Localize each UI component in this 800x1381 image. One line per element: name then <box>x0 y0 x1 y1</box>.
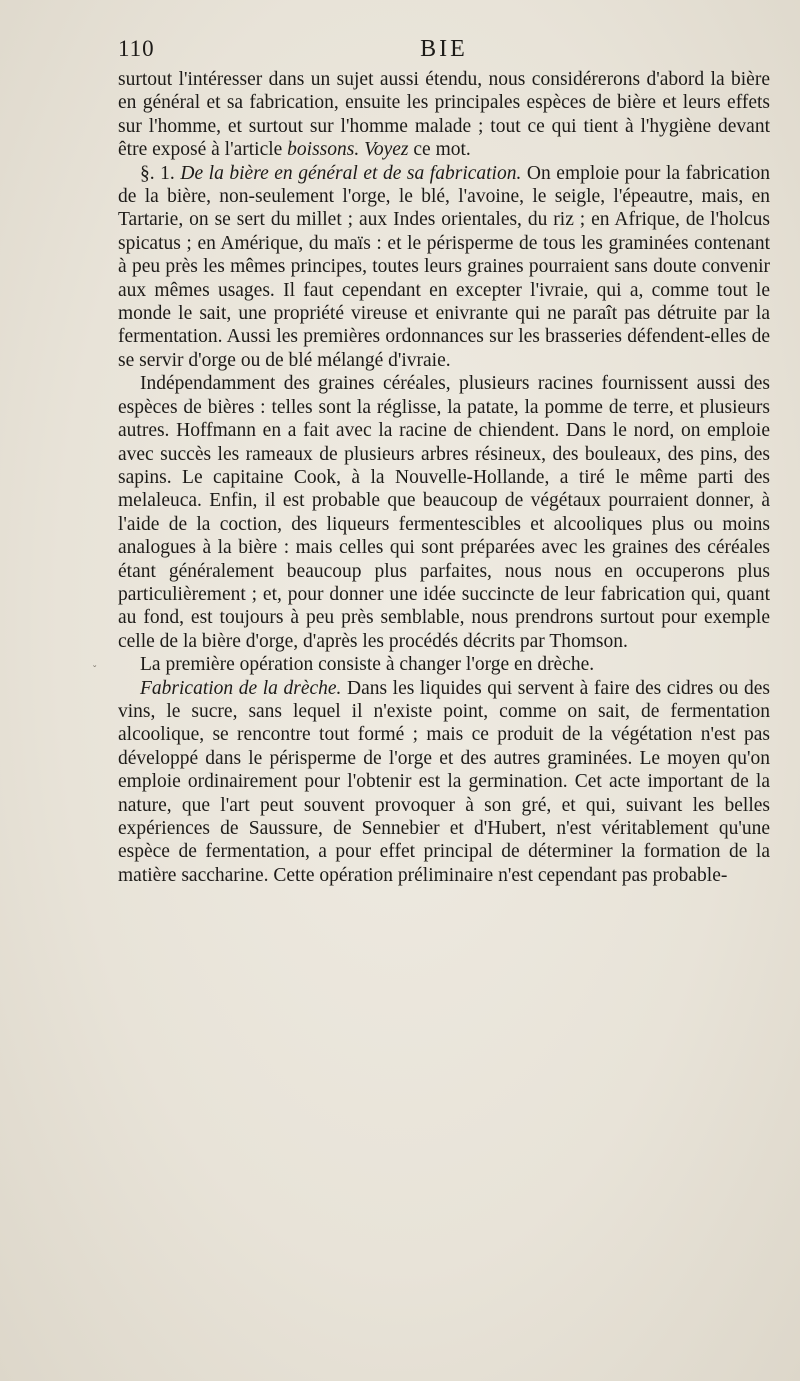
page-number: 110 <box>118 36 155 61</box>
body-text <box>118 68 770 887</box>
paragraph-2 <box>118 162 770 373</box>
section-number: §. 1. <box>140 162 175 184</box>
paragraph-1-end: ce mot. <box>413 139 471 161</box>
paragraph-1-text: surtout l'intéresser dans un sujet aussi étendu, nous considérerons d'abord la bière en général et sa fabrication, ensuite les principales espèces de bière et leurs effets sur l'homme, et surtout sur l'homme malade ; tout ce qui tient à l'hygiène devant être exposé à l'article <box>118 69 770 161</box>
paragraph-2-text: On emploie pour la fabrication de la bière, non-seulement l'orge, le blé, l'avoine, le seigle, l'épeautre, mais, en Tartarie, on se sert du millet ; aux Indes orientales, du riz ; en Afrique, de l'holcus spicatus ; en Amérique, du maïs : et le périsperme de tous les graminées contenant à peu près les mêmes principes, toutes leurs graines pourraient sans doute convenir aux mêmes usages. Il faut cependant en excepter l'ivraie, qui a, comme tout le monde le sait, une propriété vireuse et enivrante qui ne paraît pas détruite par la fermentation. Aussi les premières ordonnances sur les brasseries défendent-elles de se servir d'orge ou de blé mélangé d'ivraie. <box>118 162 771 371</box>
paragraph-1 <box>118 68 770 162</box>
subsection-heading: Fabrication de la drèche. <box>140 677 342 699</box>
paragraph-1-voyez: Voyez <box>364 139 409 161</box>
paragraph-5 <box>118 677 770 888</box>
margin-mark: ˯ <box>92 651 98 668</box>
running-head <box>118 36 770 66</box>
paragraph-3: Indépendamment des graines céréales, plusieurs racines fournissent aussi des espèces de bières : telles sont la réglisse, la patate, la pomme de terre, et plusieurs autres. Hoffmann en a fait avec la racine de chiendent. Dans le nord, on emploie avec succès les rameaux de plusieurs arbres résineux, des bouleaux, des pins, des sapins. Le capitaine Cook, à la Nouvelle-Hollande, a tiré le même parti des melaleuca. Enfin, il est probable que beaucoup de végétaux pourraient donner, à l'aide de la coction, des liqueurs fermentescibles et alcooliques plus ou moins analogues à la bière : mais celles qui sont préparées avec les graines des céréales étant généralement beaucoup plus parfaites, nous nous en occuperons plus particulièrement ; et, pour donner une idée succincte de leur fabrication qui, quant au fond, est toujours à peu près semblable, nous prendrons surtout pour exemple celle de la bière d'orge, d'après les procédés décrits par Thomson. <box>118 373 770 652</box>
paragraph-4: La première opération consiste à changer l'orge en drèche. <box>140 654 595 676</box>
section-heading: De la bière en général et de sa fabrication. <box>180 162 522 184</box>
paragraph-5-text: Dans les liquides qui servent à faire des cidres ou des vins, le sucre, sans lequel il n'existe point, comme on sait, de fermentation alcoolique, se rencontre tout formé ; mais ce produit de la végétation n'est pas développé dans le périsperme de l'orge et des autres graminées. Le moyen qu'on emploie ordinairement pour l'obtenir est la germination. Cet acte important de la nature, que l'art peut souvent provoquer à son gré, et qui, suivant les belles expériences de Saussure, de Sennebier et d'Hubert, n'est véritablement qu'une espèce de fermentation, a pour effet principal de déterminer la formation de la matière saccharine. Cette opération préliminaire n'est cependant pas probable- <box>118 677 770 886</box>
paragraph-1-italic: boissons. <box>287 139 360 161</box>
header-title: BIE <box>420 36 468 62</box>
